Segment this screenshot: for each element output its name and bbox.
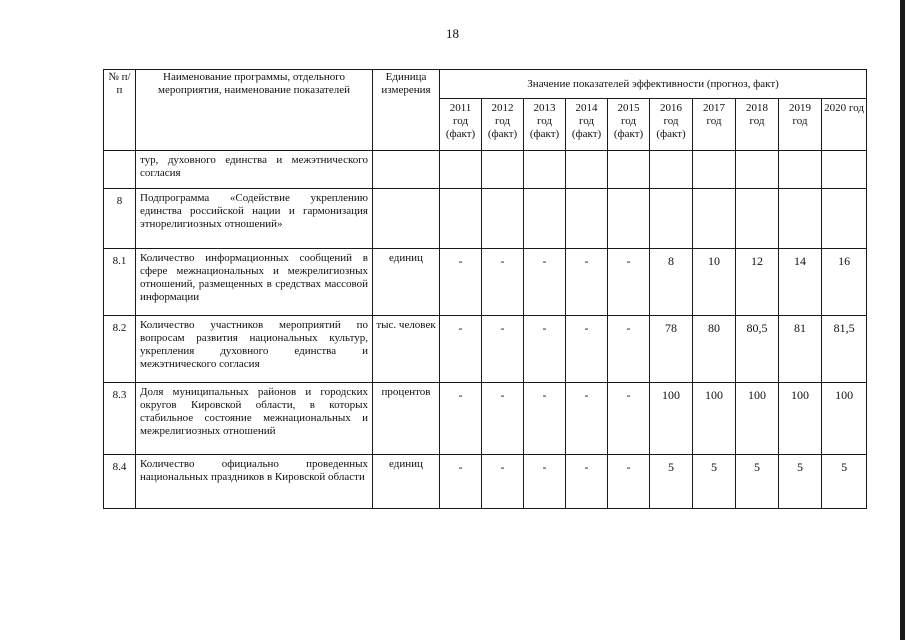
row-value: 10 <box>693 249 736 316</box>
row-value: 12 <box>736 249 779 316</box>
row-value <box>524 151 566 189</box>
row-value <box>693 151 736 189</box>
row-value: 5 <box>693 455 736 509</box>
row-name: Подпрограмма «Содействие укреплению единства российской нации и гармонизация этнорелигиозных отношений» <box>136 189 373 249</box>
row-value: 5 <box>779 455 822 509</box>
table-row <box>104 189 867 249</box>
header-year: 2014 год (факт) <box>566 99 608 151</box>
row-value: - <box>608 383 650 455</box>
row-number: 8 <box>104 189 136 249</box>
header-unit: Единица измерения <box>373 70 440 151</box>
row-value <box>608 189 650 249</box>
row-value: - <box>482 455 524 509</box>
row-value: 8 <box>650 249 693 316</box>
row-unit: единиц <box>373 249 440 316</box>
table-row <box>104 383 867 455</box>
header-year: 2011 год (факт) <box>440 99 482 151</box>
row-number: 8.3 <box>104 383 136 455</box>
row-value <box>779 151 822 189</box>
row-value: 81,5 <box>822 316 867 383</box>
header-year: 2016 год (факт) <box>650 99 693 151</box>
row-value: 81 <box>779 316 822 383</box>
row-value: - <box>440 383 482 455</box>
row-value <box>566 189 608 249</box>
row-value: 100 <box>693 383 736 455</box>
row-value: - <box>566 316 608 383</box>
header-name: Наименование программы, отдельного мероприятия, наименование показателей <box>136 70 373 151</box>
row-value: - <box>608 455 650 509</box>
row-value: 100 <box>736 383 779 455</box>
header-year: 2019 год <box>779 99 822 151</box>
header-year: 2018 год <box>736 99 779 151</box>
row-value: 16 <box>822 249 867 316</box>
row-value <box>779 189 822 249</box>
row-value: 78 <box>650 316 693 383</box>
row-value: 80 <box>693 316 736 383</box>
table-row <box>104 316 867 383</box>
row-value: - <box>482 383 524 455</box>
row-value: 5 <box>822 455 867 509</box>
row-value: 5 <box>736 455 779 509</box>
row-value: - <box>524 249 566 316</box>
row-value: - <box>482 316 524 383</box>
row-value <box>693 189 736 249</box>
row-unit <box>373 189 440 249</box>
header-year: 2017 год <box>693 99 736 151</box>
row-value: 100 <box>822 383 867 455</box>
row-value: - <box>440 316 482 383</box>
table-row <box>104 249 867 316</box>
page-edge-shadow <box>900 0 905 640</box>
table-row <box>104 455 867 509</box>
row-value: 14 <box>779 249 822 316</box>
page-number: 18 <box>446 26 459 41</box>
row-number: 8.2 <box>104 316 136 383</box>
header-values-group: Значение показателей эффективности (прогноз, факт) <box>440 70 867 99</box>
row-value: - <box>524 383 566 455</box>
row-name: Количество официально проведенных национальных праздников в Кировской области <box>136 455 373 509</box>
row-value: 80,5 <box>736 316 779 383</box>
row-value <box>608 151 650 189</box>
row-number <box>104 151 136 189</box>
row-value <box>822 189 867 249</box>
header-year: 2012 год (факт) <box>482 99 524 151</box>
row-value: - <box>566 455 608 509</box>
row-value: - <box>608 249 650 316</box>
header-year: 2015 год (факт) <box>608 99 650 151</box>
row-unit: единиц <box>373 455 440 509</box>
row-name: Доля муниципальных районов и городских округов Кировской области, в которых стабильное состояние межнациональных и межрелигиозных отношений <box>136 383 373 455</box>
table-row <box>104 151 867 189</box>
row-value: 5 <box>650 455 693 509</box>
row-value <box>440 151 482 189</box>
row-value <box>822 151 867 189</box>
row-value <box>650 189 693 249</box>
row-value: - <box>482 249 524 316</box>
row-value <box>736 189 779 249</box>
row-value <box>482 151 524 189</box>
row-name: Количество участников мероприятий по вопросам развития национальных культур, укрепления духовного единства и межэтнического согласия <box>136 316 373 383</box>
row-unit: тыс. человек <box>373 316 440 383</box>
indicators-table <box>103 69 867 509</box>
row-value: - <box>524 455 566 509</box>
row-value <box>440 189 482 249</box>
row-number: 8.1 <box>104 249 136 316</box>
row-value <box>736 151 779 189</box>
row-value <box>650 151 693 189</box>
header-year: 2013 год (факт) <box>524 99 566 151</box>
row-value: - <box>524 316 566 383</box>
header-no: № п/п <box>104 70 136 151</box>
row-value <box>524 189 566 249</box>
row-value: - <box>566 249 608 316</box>
row-unit <box>373 151 440 189</box>
row-value <box>482 189 524 249</box>
row-value: - <box>440 249 482 316</box>
row-value: - <box>440 455 482 509</box>
row-value: - <box>608 316 650 383</box>
row-value: 100 <box>779 383 822 455</box>
row-name: тур, духовного единства и межэтнического согласия <box>136 151 373 189</box>
row-name: Количество информационных сообщений в сфере межнациональных и межрелигиозных отношений, размещенных в средствах массовой информации <box>136 249 373 316</box>
row-number: 8.4 <box>104 455 136 509</box>
row-value <box>566 151 608 189</box>
row-value: - <box>566 383 608 455</box>
row-value: 100 <box>650 383 693 455</box>
row-unit: процентов <box>373 383 440 455</box>
header-year: 2020 год <box>822 99 867 151</box>
